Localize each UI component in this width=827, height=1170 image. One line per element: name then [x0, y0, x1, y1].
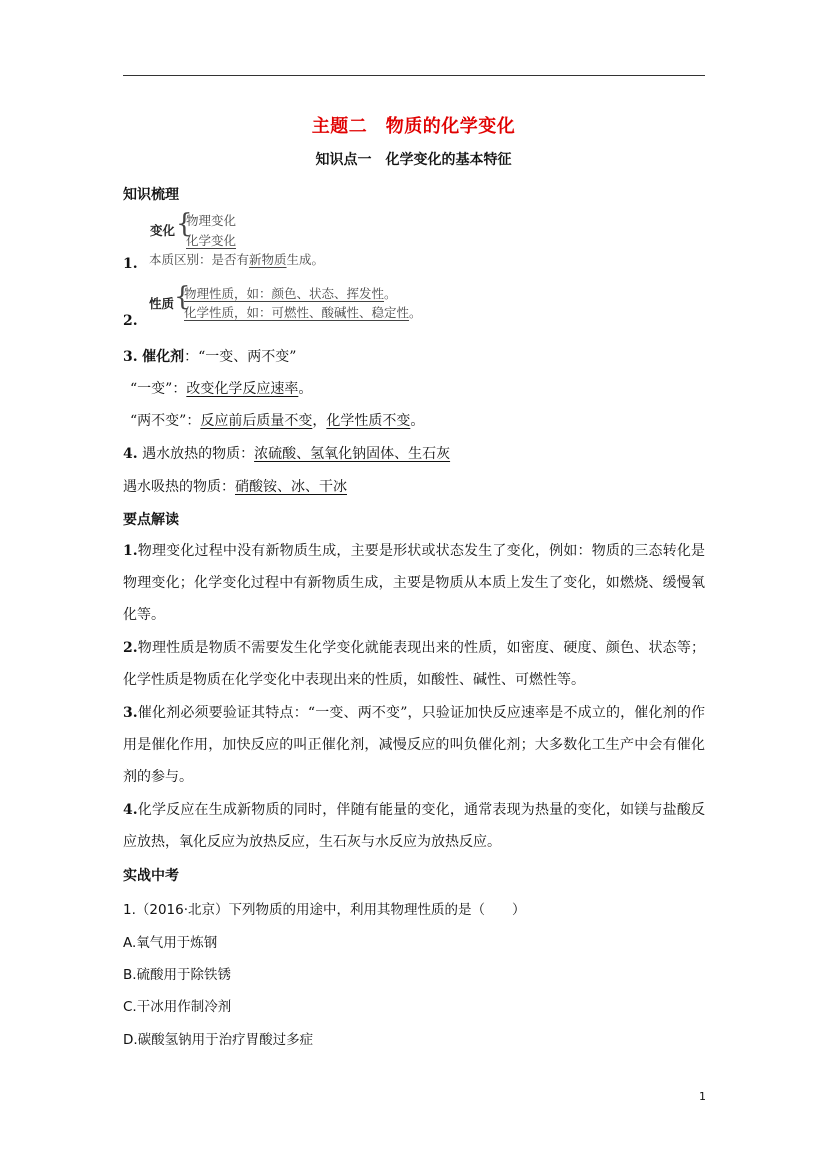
- header-rule: [123, 75, 705, 76]
- page-subtitle: 知识点一 化学变化的基本特征: [315, 152, 512, 168]
- yibian-line: “一变”：改变化学反应速率。: [130, 381, 313, 397]
- page-number: 1: [699, 1090, 706, 1103]
- diagram-property-label: 性质: [149, 296, 175, 311]
- brace-icon: {: [174, 282, 191, 312]
- diagram-change-note: 本质区别：是否有新物质生成。: [149, 252, 325, 267]
- point-paragraph: 3.催化剂必须要验证其特点：“一变、两不变”，只验证加快反应速率是不成立的，催化剂的作用是催化作用，加快反应的叫正催化剂，减慢反应的叫负催化剂；大多数化工生产中会有催化剂的参与。: [123, 705, 705, 785]
- question-option: D.碳酸氢钠用于治疗胃酸过多症: [123, 1032, 314, 1048]
- exothermic-line: 4. 遇水放热的物质：浓硫酸、氢氧化钠固体、生石灰: [123, 446, 451, 462]
- point-paragraph: 1.物理变化过程中没有新物质生成，主要是形状或状态发生了变化，例如：物质的三态转化是物理变化；化学变化过程中有新物质生成，主要是物质从本质上发生了变化，如燃烧、缓慢氧化等。: [123, 543, 705, 623]
- endothermic-line: 遇水吸热的物质：硝酸铵、冰、干冰: [123, 479, 347, 495]
- question-option: A.氧气用于炼钢: [123, 935, 218, 951]
- section-heading-points: 要点解读: [123, 512, 179, 528]
- page-title: 主题二 物质的化学变化: [311, 116, 516, 137]
- diagram-change-item2: 化学变化: [186, 233, 237, 248]
- diagram-change-label: 变化: [150, 223, 176, 238]
- question-stem: 1.（2016·北京）下列物质的用途中，利用其物理性质的是（ ）: [123, 902, 526, 918]
- diagram-property-number: 2.: [123, 313, 138, 329]
- diagram-property-row1: 物理性质，如：颜色、状态、挥发性。: [184, 286, 397, 301]
- point-paragraph: 4.化学反应在生成新物质的同时，伴随有能量的变化，通常表现为热量的变化，如镁与盐酸反应放热，氧化反应为放热反应，生石灰与水反应为放热反应。: [123, 802, 705, 850]
- question-option: B.硫酸用于除铁锈: [123, 967, 232, 983]
- diagram-property-row2: 化学性质，如：可燃性、酸碱性、稳定性。: [184, 305, 422, 320]
- question-option: C.干冰用作制冷剂: [123, 999, 232, 1015]
- section-heading-exam: 实战中考: [123, 868, 179, 884]
- diagram-change-number: 1.: [123, 256, 138, 272]
- point-paragraph: 2.物理性质是物质不需要发生化学变化就能表现出来的性质，如密度、硬度、颜色、状态等；化学性质是物质在化学变化中表现出来的性质，如酸性、碱性、可燃性等。: [123, 640, 705, 688]
- brace-icon: {: [176, 209, 193, 239]
- catalyst-line: 3. 催化剂：“一变、两不变”: [123, 349, 297, 365]
- diagram-change-item1: 物理变化: [186, 213, 237, 228]
- section-heading-knowledge: 知识梳理: [123, 187, 179, 203]
- liangbubian-line: “两不变”：反应前后质量不变，化学性质不变。: [130, 413, 425, 429]
